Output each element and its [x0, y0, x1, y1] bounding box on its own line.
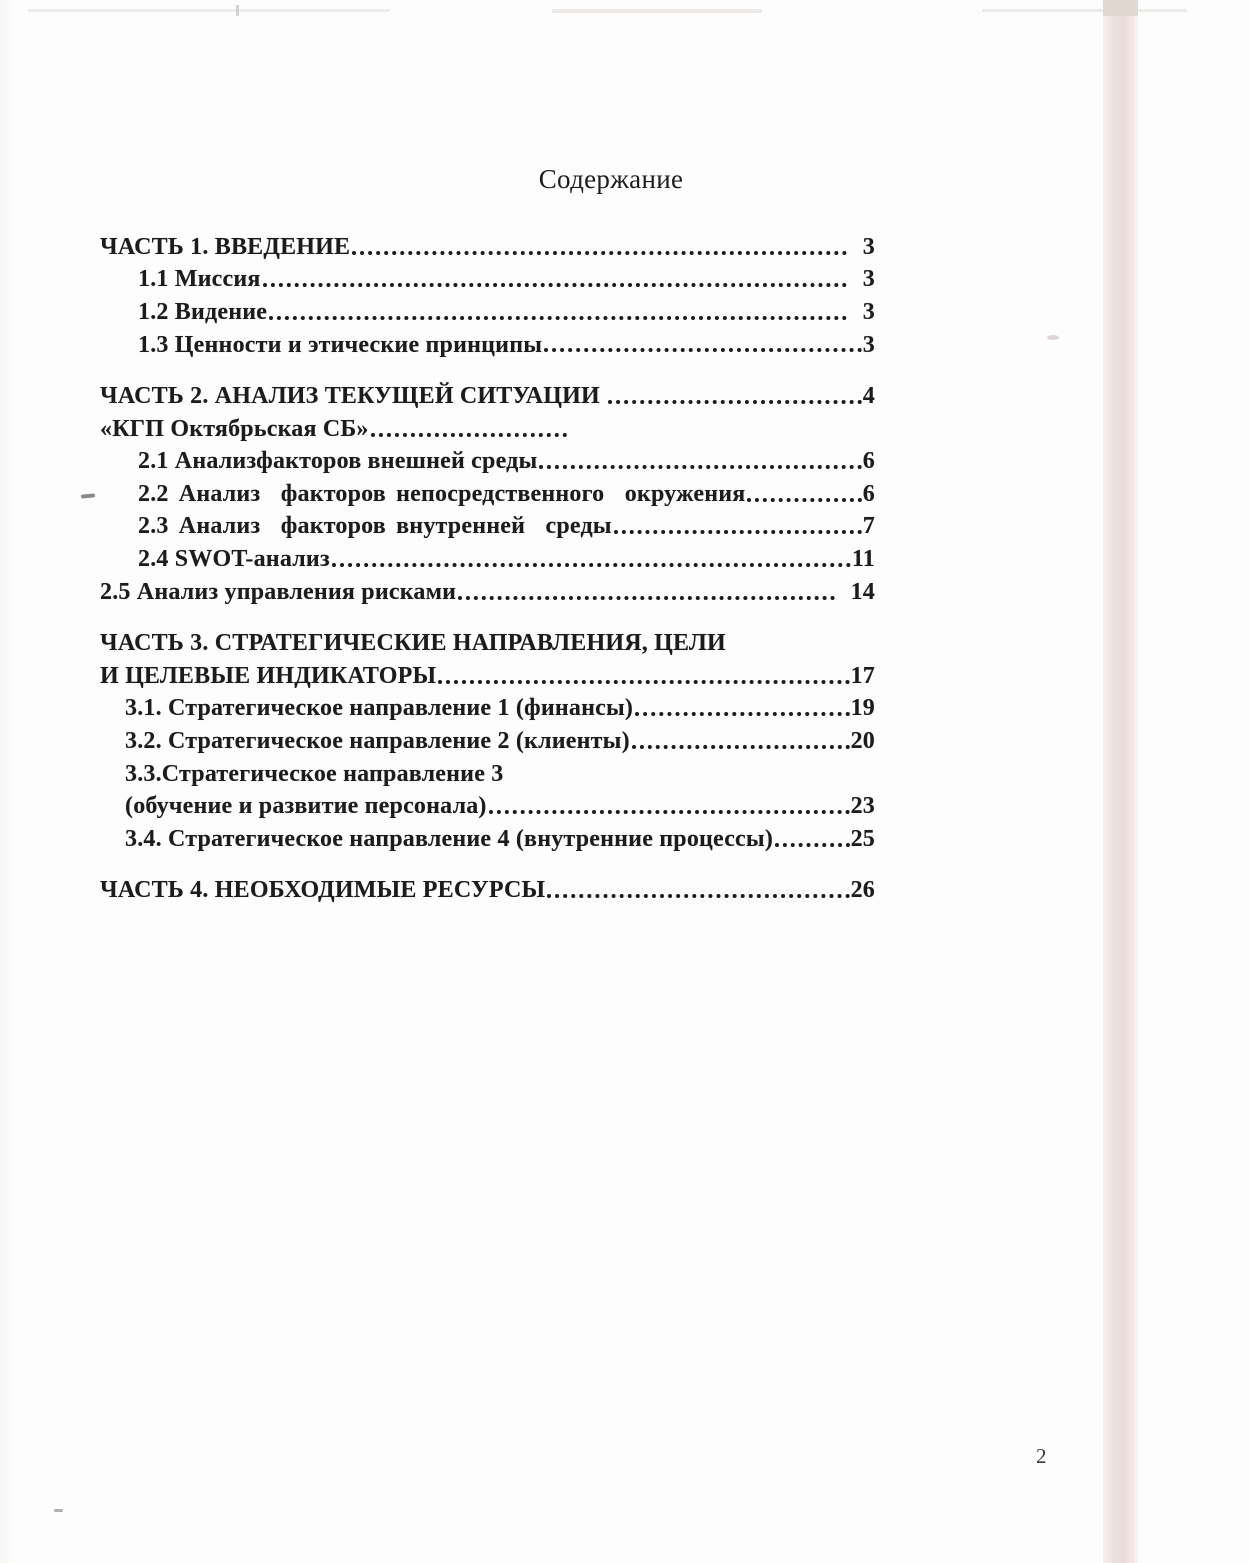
- toc-entry-text: 3.1. Стратегическое направление 1 (финансы): [125, 695, 634, 722]
- toc-entry: [100, 228, 875, 261]
- toc-entry-text: 2.2 Анализ факторов непосредственного окружения: [138, 480, 746, 507]
- toc-page-number: 6: [862, 480, 875, 507]
- toc-leader-dots: [775, 843, 850, 847]
- scan-speck-artifact: [54, 1509, 63, 1512]
- toc-leader-dots: [332, 563, 851, 567]
- toc-entry: [100, 625, 875, 658]
- toc-entry-text: 3.2. Стратегическое направление 2 (клиенты): [125, 728, 630, 755]
- toc-page-number: 19: [850, 695, 875, 722]
- toc-entry-text: «КГП Октябрьская СБ»: [100, 415, 369, 442]
- toc-leader-dots: [263, 283, 847, 287]
- toc-entry: [100, 410, 875, 443]
- toc-page-number: 3: [862, 298, 875, 325]
- toc-leader-dots: [614, 530, 862, 534]
- toc-page-number: 4: [862, 383, 875, 410]
- footer-page-number: 2: [1036, 1444, 1047, 1468]
- toc-leader-dots: [371, 433, 567, 437]
- toc-page-number: 3: [862, 331, 875, 358]
- toc-page-number: 20: [850, 728, 875, 755]
- scan-band-top-artifact: [1103, 0, 1138, 16]
- toc-entry: [100, 261, 875, 294]
- toc-leader-dots: [269, 316, 847, 320]
- toc-leader-dots: [632, 745, 850, 749]
- toc-leader-dots: [489, 810, 850, 814]
- toc-entry: [100, 443, 875, 476]
- toc-entry-text: 3.3.Стратегическое направление 3: [125, 760, 504, 787]
- toc-entry: [100, 788, 875, 821]
- toc-entry-text: 2.5 Анализ управления рисками: [100, 578, 457, 605]
- toc-entry-text: ЧАСТЬ 2. АНАЛИЗ ТЕКУЩЕЙ СИТУАЦИИ: [100, 383, 607, 410]
- toc-leader-dots: [547, 894, 849, 898]
- toc-leader-dots: [438, 680, 849, 684]
- scan-band-artifact: [1103, 0, 1138, 1563]
- toc-entry: [100, 573, 875, 606]
- page-title: Содержание: [538, 164, 684, 194]
- toc-entry: [100, 690, 875, 723]
- toc-entry: [100, 540, 875, 573]
- scan-edge-shade-artifact: [0, 0, 18, 1563]
- toc-page-number: 26: [850, 877, 875, 904]
- toc-page-number: 11: [851, 546, 875, 573]
- toc-page-number: 23: [850, 793, 875, 820]
- toc-entry-text: ЧАСТЬ 4. НЕОБХОДИМЫЕ РЕСУРСЫ: [100, 877, 546, 904]
- toc-entry-text: 3.4. Стратегическое направление 4 (внутренние процессы): [125, 825, 774, 852]
- scan-edge-artifact: [28, 9, 390, 12]
- toc-page-number: 6: [862, 448, 875, 475]
- toc-entry: [100, 872, 875, 905]
- toc-page-number: 14: [850, 578, 875, 605]
- toc-entry-text: 1.1 Миссия: [138, 266, 261, 293]
- scan-edge-artifact: [982, 9, 1187, 12]
- scan-edge-artifact: [236, 5, 239, 16]
- toc-leader-dots: [352, 251, 847, 255]
- toc-leader-dots: [539, 465, 861, 469]
- toc-leader-dots: [608, 400, 862, 404]
- toc-page-number: 17: [850, 662, 875, 689]
- toc-entry-text: И ЦЕЛЕВЫЕ ИНДИКАТОРЫ: [100, 662, 437, 689]
- toc-leader-dots: [747, 498, 861, 502]
- toc-entry: [100, 377, 875, 410]
- toc-leader-dots: [544, 348, 862, 352]
- scan-speck-artifact: [1047, 335, 1059, 340]
- toc-entry-text: (обучение и развитие персонала): [125, 793, 487, 820]
- toc-entry-text: ЧАСТЬ 3. СТРАТЕГИЧЕСКИЕ НАПРАВЛЕНИЯ, ЦЕЛИ: [100, 630, 726, 657]
- toc-entry-text: 1.3 Ценности и этические принципы: [138, 331, 543, 358]
- toc-entry-text: 2.4 SWOT-анализ: [138, 546, 330, 573]
- toc-leader-dots: [458, 596, 834, 600]
- scan-edge-artifact: [552, 9, 762, 13]
- toc-entry-text: 1.2 Видение: [138, 298, 268, 325]
- toc-entry: [100, 475, 875, 508]
- toc-entry: [100, 657, 875, 690]
- toc-entry: [100, 722, 875, 755]
- toc-entry: [100, 755, 875, 788]
- scan-speck-artifact: [81, 493, 95, 498]
- toc-page-number: 25: [850, 825, 875, 852]
- toc-entry: [100, 293, 875, 326]
- toc-leader-dots: [635, 712, 849, 716]
- toc-entry: [100, 820, 875, 853]
- toc-entry: [100, 326, 875, 359]
- toc-entry-text: ЧАСТЬ 1. ВВЕДЕНИЕ: [100, 233, 351, 260]
- toc-page-number: 7: [862, 513, 875, 540]
- toc-entry-text: 2.3 Анализ факторов внутренней среды: [138, 513, 612, 540]
- toc-page-number: 3: [862, 266, 875, 293]
- toc-list: [100, 228, 875, 904]
- toc-page-number: 3: [862, 233, 875, 260]
- toc-entry-text: 2.1 Анализфакторов внешней среды: [138, 448, 538, 475]
- toc-entry: [100, 508, 875, 541]
